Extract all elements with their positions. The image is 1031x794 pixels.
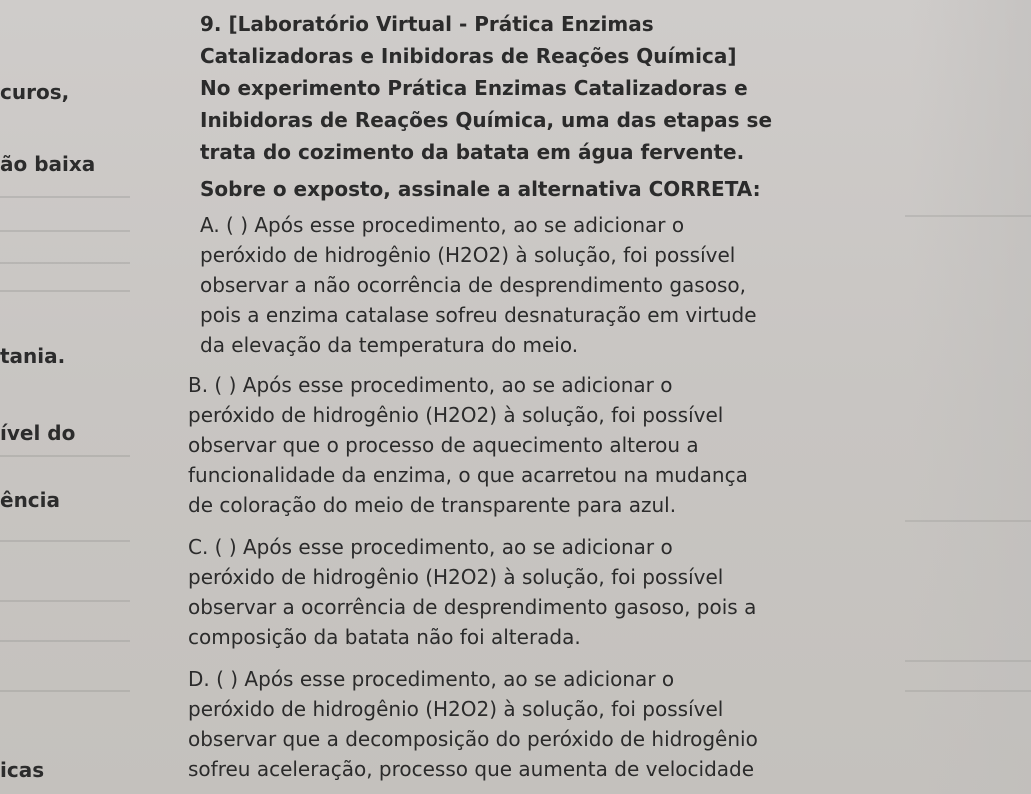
bleed-line [0,455,130,457]
bleed-line [905,690,1031,692]
option-d-line: sofreu aceleração, processo que aumenta de velocidade [188,757,755,781]
option-a-line: pois a enzima catalase sofreu desnaturação em virtude [200,303,757,327]
option-d-line: D. ( ) Após esse procedimento, ao se adicionar o [188,667,675,691]
option-a-line: da elevação da temperatura do meio. [200,333,579,357]
bleed-line [0,262,130,264]
option-b-line: B. ( ) Após esse procedimento, ao se adicionar o [188,373,673,397]
question-title: trata do cozimento da batata em água fervente. [200,140,745,164]
option-b-line: de coloração do meio de transparente para azul. [188,493,677,517]
bleed-line [0,540,130,542]
bleed-line [905,660,1031,662]
option-a-line: peróxido de hidrogênio (H2O2) à solução, foi possível [200,243,736,267]
question-title: Inibidoras de Reações Química, uma das etapas se [200,108,773,132]
option-c-line: C. ( ) Após esse procedimento, ao se adicionar o [188,535,673,559]
option-a-line: observar a não ocorrência de desprendimento gasoso, [200,273,746,297]
left-fragment: curos, [0,80,70,104]
option-b-line: funcionalidade da enzima, o que acarretou na mudança [188,463,748,487]
question-title: 9. [Laboratório Virtual - Prática Enzimas [200,12,654,36]
question-title: No experimento Prática Enzimas Catalizadoras e [200,76,748,100]
option-b-line: peróxido de hidrogênio (H2O2) à solução, foi possível [188,403,724,427]
option-d-line: peróxido de hidrogênio (H2O2) à solução, foi possível [188,697,724,721]
question-instruction: Sobre o exposto, assinale a alternativa CORRETA: [200,177,761,201]
left-fragment: icas [0,758,45,782]
page-bleed [910,0,1031,794]
bleed-line [905,215,1031,217]
bleed-line [0,640,130,642]
bleed-line [0,690,130,692]
option-c-line: composição da batata não foi alterada. [188,625,581,649]
left-fragment: tania. [0,344,66,368]
option-d-line: observar que a decomposição do peróxido de hidrogênio [188,727,758,751]
bleed-line [0,600,130,602]
option-b-line: observar que o processo de aquecimento alterou a [188,433,699,457]
left-fragment: ão baixa [0,152,96,176]
option-c-line: peróxido de hidrogênio (H2O2) à solução, foi possível [188,565,724,589]
question-title: Catalizadoras e Inibidoras de Reações Química] [200,44,737,68]
bleed-line [0,196,130,198]
bleed-line [905,520,1031,522]
bleed-line [0,290,130,292]
option-c-line: observar a ocorrência de desprendimento gasoso, pois a [188,595,757,619]
left-fragment: ência [0,488,61,512]
left-fragment: ível do [0,421,76,445]
bleed-line [0,230,130,232]
option-a-line: A. ( ) Após esse procedimento, ao se adicionar o [200,213,685,237]
